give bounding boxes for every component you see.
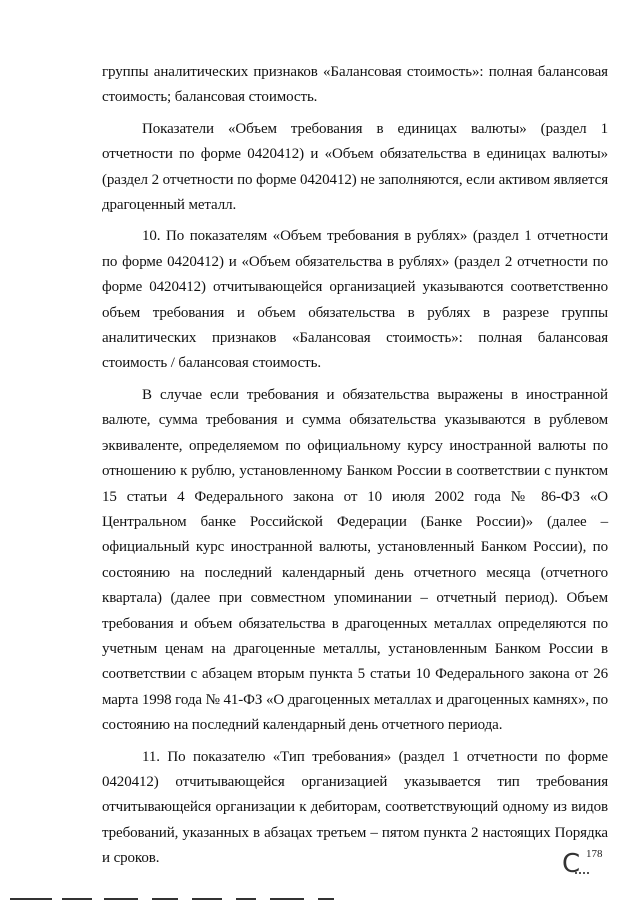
scan-edge-artifact bbox=[0, 895, 640, 905]
handwritten-mark-icon: C bbox=[562, 849, 581, 879]
paragraph-currency-units: Показатели «Объем требования в единицах валюты» (раздел 1 отчетности по форме 0420412) и «Объем обязательства в единицах валюты» (раздел 2 отчетности по форме 0420412) не заполняются, если активом является драгоценный металл. bbox=[102, 120, 608, 214]
paragraph-item-11: 11. По показателю «Тип требования» (раздел 1 отчетности по форме 0420412) отчитывающейся организацией указывается тип требования отчитывающейся организации к дебиторам, соответствующий одному из видов требований, указанных в абзацах третьем – пятом пункта 2 настоящих Порядка и сроков. bbox=[102, 748, 608, 867]
paragraph-foreign-currency: В случае если требования и обязательства выражены в иностранной валюте, сумма требования и сумма обязательства указываются в рублевом эквиваленте, определяемом по официальному курсу иностранной валюты по отношению к рублю, установленному Банком России в соответствии с пунктом 15 статьи 4 Федерального закона от 10 июля 2002 года № 86-ФЗ «О Центральном банке Российской Федерации (Банке России)» (далее – официальный курс иностранной валюты, установленный Банком России), по состоянию на последний календарный день отчетного месяца (отчетного квартала) (далее при совместном упоминании – отчетный период). Объем требования и объем обязательства в драгоценных металлах определяются по учетным ценам на драгоценные металлы, установленным Банком России в соответствии с абзацем вторым пункта 5 статьи 10 Федерального закона от 26 марта 1998 года № 41-ФЗ «О драгоценных металлах и драгоценных камнях», по состоянию на последний календарный день отчетного периода. bbox=[102, 386, 608, 734]
dotted-underline bbox=[575, 866, 589, 874]
paragraph-item-10: 10. По показателям «Объем требования в рублях» (раздел 1 отчетности по форме 0420412) и «Объем обязательства в рублях» (раздел 2 отчетности по форме 0420412) отчитывающейся организацией указываются соответственно объем требования и объем обязательства в рублях в разрезе группы аналитических признаков «Балансовая стоимость»: полная балансовая стоимость / балансовая стоимость. bbox=[102, 228, 608, 372]
page-number: 178 bbox=[586, 848, 603, 860]
paragraph-continuation: группы аналитических признаков «Балансовая стоимость»: полная балансовая стоимость; балансовая стоимость. bbox=[102, 64, 608, 106]
document-body bbox=[102, 60, 608, 872]
